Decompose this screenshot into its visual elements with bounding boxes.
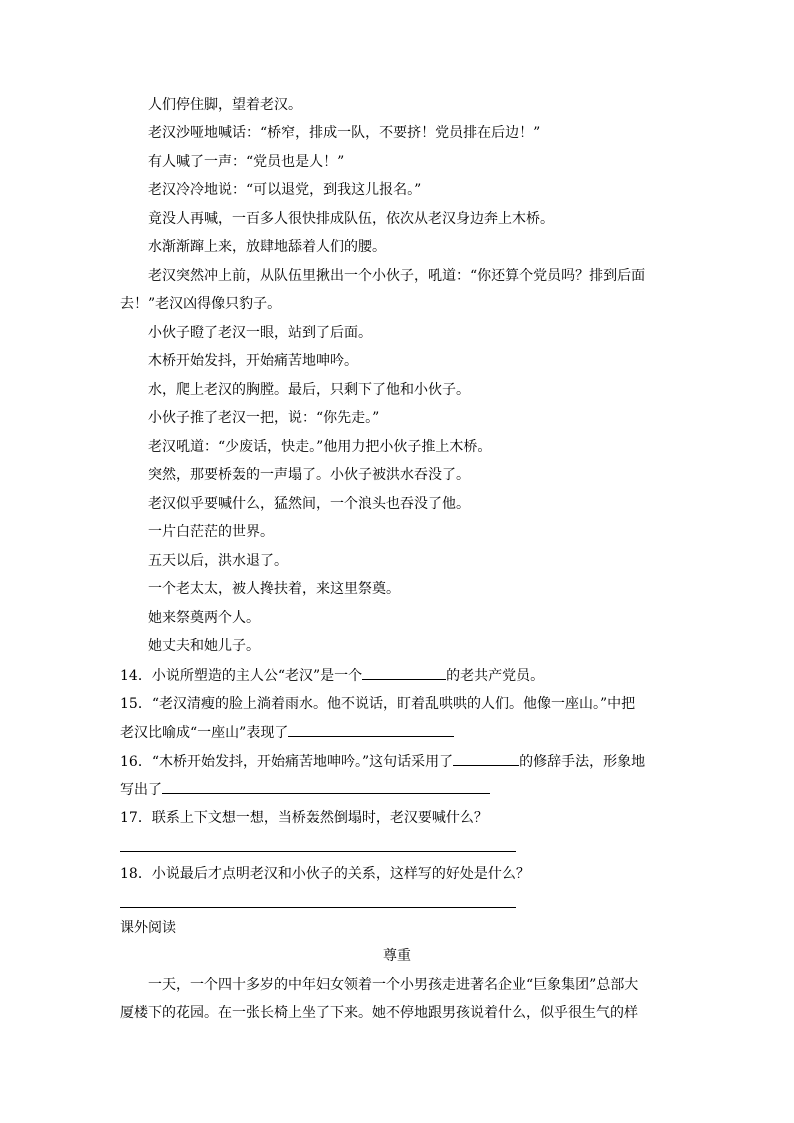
story-line: 老汉冷冷地说：“可以退党，到我这儿报名。” — [148, 182, 422, 198]
question-text: 的修辞手法，形象地 — [519, 754, 646, 770]
story-line: 去！”老汉凶得像只豹子。 — [120, 296, 282, 312]
answer-blank[interactable] — [453, 751, 519, 766]
story-line: 她丈夫和她儿子。 — [148, 638, 260, 654]
question-text: 老汉比喻成“一座山”表现了 — [120, 725, 289, 741]
story-line: 一个老太太，被人搀扶着，来这里祭奠。 — [148, 581, 400, 597]
question-text: 的老共产党员。 — [446, 668, 545, 684]
story-line: 五天以后，洪水退了。 — [148, 553, 288, 569]
story-line: 小伙子推了老汉一把，说：“你先走。” — [148, 410, 380, 426]
story-line: 她来祭奠两个人。 — [148, 610, 260, 626]
story-line: 突然，那要桥轰的一声塌了。小伙子被洪水吞没了。 — [148, 467, 470, 483]
section-label: 课外阅读 — [120, 920, 176, 936]
story-line: 老汉沙哑地喊话：“桥窄，排成一队，不要挤！党员排在后边！” — [148, 125, 541, 141]
answer-line[interactable] — [120, 907, 516, 908]
story-line: 老汉吼道：“少废话，快走。”他用力把小伙子推上木桥。 — [148, 439, 492, 455]
answer-blank[interactable] — [288, 722, 454, 737]
question-14 — [120, 665, 544, 686]
answer-line[interactable] — [120, 851, 516, 852]
story-line: 水渐渐蹿上来，放肆地舔着人们的腰。 — [148, 239, 386, 255]
answer-blank[interactable] — [162, 779, 490, 794]
passage-line: 厦楼下的花园。在一张长椅上坐了下来。她不停地跟男孩说着什么，似乎很生气的样 — [120, 1005, 638, 1021]
story-line: 竟没人再喊，一百多人很快排成队伍，依次从老汉身边奔上木桥。 — [148, 211, 554, 227]
question-17: 17．联系上下文想一想，当桥轰然倒塌时，老汉要喊什么？ — [120, 810, 488, 826]
answer-blank[interactable] — [362, 665, 446, 680]
question-15: 15．“老汉清瘦的脸上淌着雨水。他不说话，盯着乱哄哄的人们。他像一座山。”中把 — [120, 696, 636, 712]
story-line: 小伙子瞪了老汉一眼，站到了后面。 — [148, 325, 372, 341]
story-line: 老汉似乎要喊什么，猛然间，一个浪头也吞没了他。 — [148, 496, 470, 512]
story-line: 一片白茫茫的世界。 — [148, 524, 274, 540]
passage-line: 一天，一个四十多岁的中年妇女领着一个小男孩走进著名企业“巨象集团”总部大 — [148, 977, 639, 993]
passage-title: 尊重 — [383, 948, 411, 964]
question-15-line-2 — [120, 722, 454, 743]
question-16-line-2 — [120, 779, 490, 800]
story-line: 木桥开始发抖，开始痛苦地呻吟。 — [148, 353, 358, 369]
question-text: 写出了 — [120, 782, 162, 798]
question-text: 16．“木桥开始发抖，开始痛苦地呻吟。”这句话采用了 — [120, 754, 454, 770]
story-line: 人们停住脚，望着老汉。 — [148, 97, 302, 113]
story-line: 老汉突然冲上前，从队伍里揪出一个小伙子，吼道：“你还算个党员吗？排到后面 — [148, 268, 646, 284]
question-16 — [120, 751, 645, 772]
question-text: 14．小说所塑造的主人公“老汉”是一个 — [120, 668, 363, 684]
question-18: 18．小说最后才点明老汉和小伙子的关系，这样写的好处是什么？ — [120, 866, 530, 882]
story-line: 水，爬上老汉的胸膛。最后，只剩下了他和小伙子。 — [148, 382, 470, 398]
story-line: 有人喊了一声：“党员也是人！” — [148, 154, 345, 170]
